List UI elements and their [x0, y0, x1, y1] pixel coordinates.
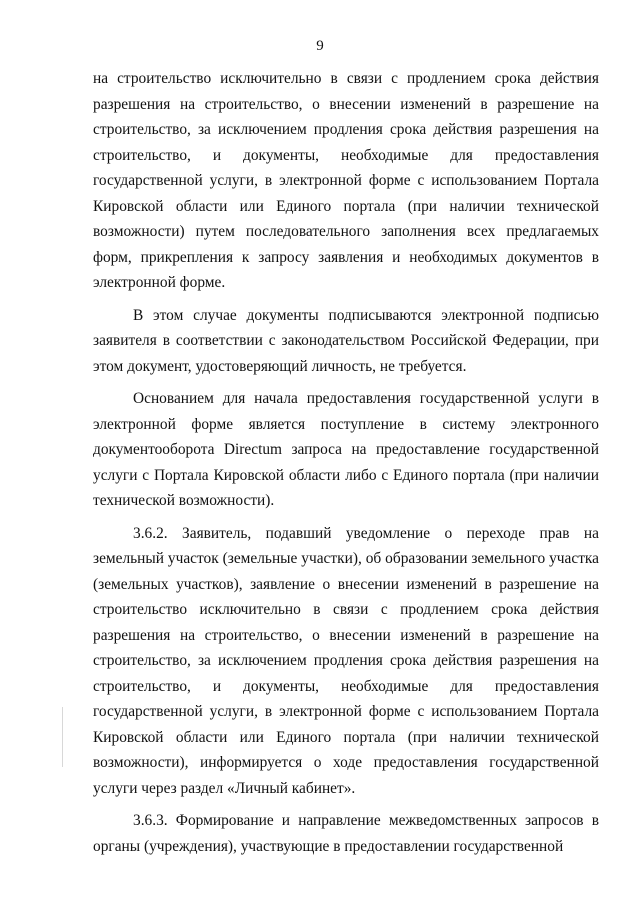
paragraph-service-basis: Основанием для начала предоставления государственной услуги в электронной форме является поступление в систему электронного документооборота Directum запроса на предоставление государственной услуги с Портала Кировской области либо с Единого портала (при наличии технической возможности). [93, 390, 599, 509]
scan-margin-mark [62, 707, 63, 767]
page-number: 9 [316, 38, 324, 54]
paragraph-electronic-signature: В этом случае документы подписываются электронной подписью заявителя в соответствии с законодательством Российской Федерации, при этом документ, удостоверяющий личность, не требуется. [93, 306, 599, 375]
paragraph-continuation: на строительство исключительно в связи с продлением срока действия разрешения на строительство, о внесении изменений в разрешение на строительство, за исключением продления срока действия разрешения на строительство, и документы, необходимые для предоставления государственной услуги, в электронной форме с использованием Портала Кировской области или Единого портала (при наличии технической возможности) путем последовательного заполнения всех предлагаемых форм, прикрепления к запросу заявления и необходимых документов в электронной форме. [93, 70, 599, 291]
document-body [93, 66, 599, 859]
paragraph-section-3-6-2: 3.6.2. Заявитель, подавший уведомление о переходе прав на земельный участок (земельные участки), об образовании земельного участка (земельных участков), заявление о внесении изменений в разрешение на строительство исключительно в связи с продлением срока действия разрешения на строительство, о внесении изменений в разрешение на строительство, за исключением продления срока действия разрешения на строительство, и документы, необходимые для предоставления государственной услуги, в электронной форме с использованием Портала Кировской области или Единого портала (при наличии технической возможности), информируется о ходе предоставления государственной услуги через раздел «Личный кабинет». [93, 524, 599, 797]
paragraph-section-3-6-3: 3.6.3. Формирование и направление межведомственных запросов в органы (учреждения), участвующие в предоставлении государственной [93, 812, 599, 855]
